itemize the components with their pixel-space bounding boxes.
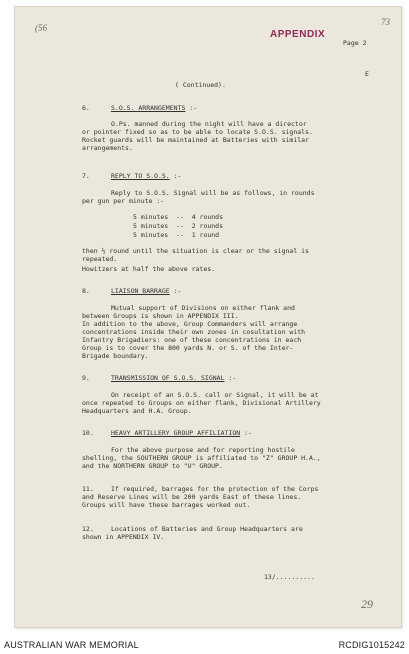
section-11-number: 11. [82, 485, 94, 493]
rate-row: 5 minutes -- 1 round [133, 231, 220, 239]
continued-label: ( Continued). [175, 81, 226, 89]
section-8-line: concentrations inside their own zones in cosultation with [82, 328, 306, 336]
handwritten-page-number: 29 [361, 597, 373, 611]
section-12-line: Locations of Batteries and Group Headquarters are [111, 525, 303, 533]
section-11-line: and Reserve Lines will be 200 yards East of these lines. [82, 493, 302, 501]
section-10-title: HEAVY ARTILLERY GROUP AFFILIATION [111, 429, 241, 437]
section-6-heading [111, 104, 197, 112]
section-6-number: 6. [82, 104, 90, 112]
section-8-line: between Groups is shown in APPENDIX III. [82, 312, 239, 320]
section-6-line: or pointer fixed so as to be able to locate S.O.S. signals. [82, 128, 313, 136]
section-8-line: Mutual support of Divisions on either flank and [111, 304, 295, 312]
appendix-stamp: APPENDIX [270, 29, 326, 40]
section-8-heading [111, 287, 181, 295]
section-7-line: per gun per minute :- [82, 197, 165, 205]
archive-credit: AUSTRALIAN WAR MEMORIAL [4, 640, 139, 650]
continuation-marker: 13/.......... [264, 573, 315, 581]
section-9-line: Headquarters and H.A. Group. [82, 407, 192, 415]
section-9-title: TRANSMISSION OF S.O.S. SIGNAL [111, 374, 225, 382]
section-10-line: For the above purpose and for reporting hostile [111, 446, 295, 454]
section-7-heading [111, 172, 181, 180]
section-7-number: 7. [82, 172, 90, 180]
section-11-line: If required, barrages for the protection of the Corps [111, 485, 319, 493]
document-page [14, 6, 402, 628]
section-10-line: shelling, the SOUTHERN GROUP is affiliated to "Z" GROUP H.A., [82, 454, 321, 462]
section-8-line: Group is to cover the 800 yards N. or S. of the Inter- [82, 344, 294, 352]
section-8-line: Brigade boundary. [82, 352, 149, 360]
section-6-suffix: :- [185, 104, 198, 112]
section-7-title: REPLY TO S.O.S. [111, 172, 170, 180]
section-7-after-line: then ½ round until the situation is clear or the signal is [82, 247, 309, 255]
section-7-line: Reply to S.O.S. Signal will be as follows, in rounds [111, 189, 315, 197]
section-12-line: shown in APPENDIX IV. [82, 533, 165, 541]
section-10-heading [111, 429, 252, 437]
section-10-number: 10. [82, 429, 94, 437]
section-12-number: 12. [82, 525, 94, 533]
section-7-suffix: :- [169, 172, 182, 180]
rate-row: 5 minutes -- 4 rounds [133, 213, 224, 221]
section-6-line: Rocket guards will be maintained at Batteries with similar [82, 136, 309, 144]
rate-row: 5 minutes -- 2 rounds [133, 222, 224, 230]
section-10-line: and the NORTHERN GROUP to "U" GROUP. [82, 462, 223, 470]
section-6-line: arrangements. [82, 144, 133, 152]
folio-number: 73 [381, 17, 390, 27]
section-8-line: In addition to the above, Group Commanders will arrange [82, 320, 298, 328]
section-8-line: Infantry Brigadiers: one of these concentrations in each [82, 336, 302, 344]
section-6-line: O.Ps. manned during the night will have a director [111, 120, 307, 128]
section-11-line: Groups will have these barrages worked out. [82, 501, 251, 509]
section-7-after-line: repeated. [82, 255, 118, 263]
section-9-suffix: :- [224, 374, 237, 382]
section-7-after-line: Howitzers at half the above rates. [82, 265, 216, 273]
section-8-suffix: :- [169, 287, 182, 295]
section-10-suffix: :- [240, 429, 252, 437]
letter-mark: E [365, 70, 369, 78]
section-8-number: 8. [82, 287, 90, 295]
corner-handwritten-note: (56 [35, 23, 47, 33]
section-9-number: 9. [82, 374, 90, 382]
section-9-line: On receipt of an S.O.S. call or Signal, it will be at [111, 391, 319, 399]
section-6-title: S.O.S. ARRANGEMENTS [111, 104, 186, 112]
archive-reference: RCDIG1015242 [338, 640, 405, 650]
section-9-line: once repeated to Groups on either flank, Divisional Artillery [82, 399, 321, 407]
section-9-heading [111, 374, 236, 382]
section-8-title: LIAISON BARRAGE [111, 287, 170, 295]
page-label: Page 2 [343, 39, 367, 47]
